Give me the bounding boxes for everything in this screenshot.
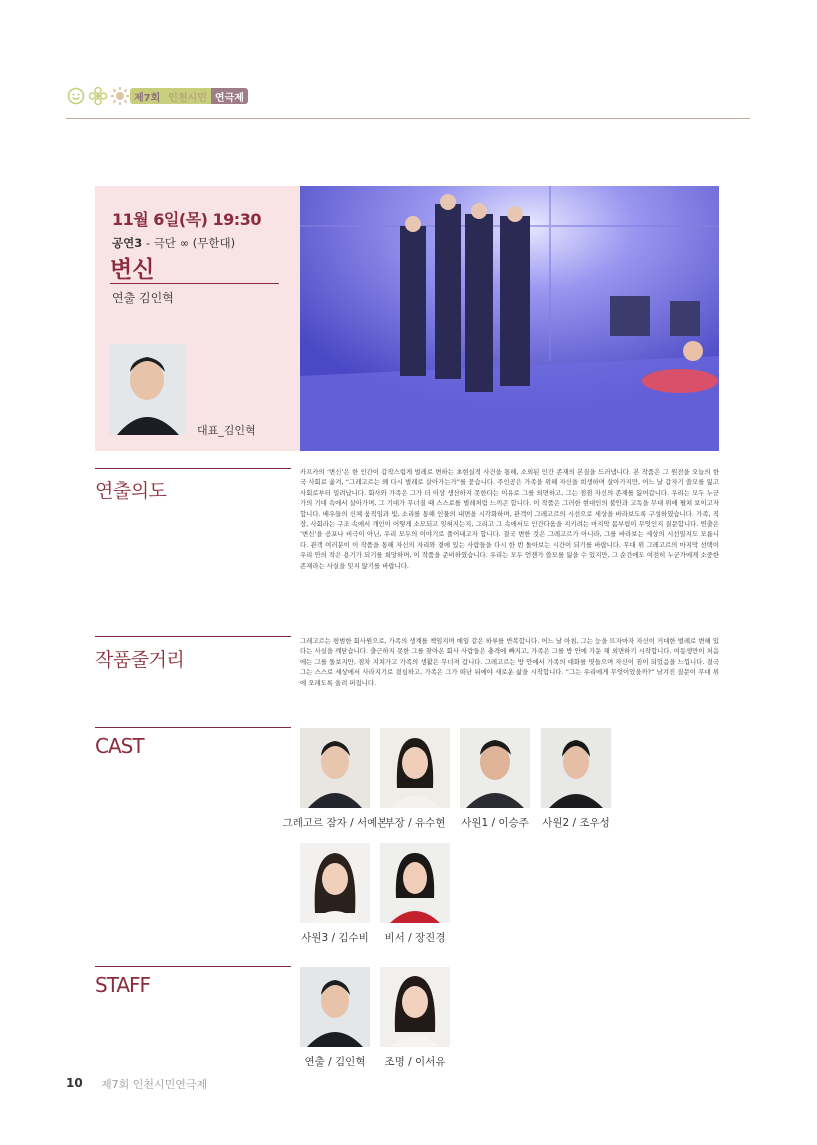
cast-photo [380,728,450,808]
staff-title: STAFF [95,973,151,997]
cast-title: CAST [95,734,144,758]
cast-role: 사원2 / 조우성 [542,817,610,829]
staff-role: 연출 / 김인혁 [304,1056,366,1068]
smiley-icon [66,86,86,106]
synopsis-title: 작품줄거리 [95,649,185,671]
cast-role: 비서 / 장진경 [384,932,446,944]
cast-photo [300,728,370,808]
festival-label-part1: 제7회 [130,88,164,104]
cast-photo [380,843,450,923]
festival-label-part3: 연극제 [211,88,248,104]
staff-member [380,967,450,1069]
sun-icon [110,86,130,106]
title-underline [110,283,279,284]
cast-photo [300,843,370,923]
intent-text: 카프카의 ‘변신’은 한 인간이 갑작스럽게 벌레로 변하는 초현실적 사건을 통해, 소외된 인간 존재의 본질을 드러냅니다. 본 작품은 그 원전을 오늘의 한국 사회로 옮겨, “그레고르는 왜 다시 벌레로 살아가는가”를 묻습니다. 주인공은 가족을 위해 자신을 희생하며 살아가지만, 어느 날 갑자기 쓸모를 잃고 사회로부터 밀려납니다. 회사와 가족은 그가 더 이상 생산하지 못한다는 이유로 그를 외면하고, 그는 점점 자신의 존재를 잃어갑니다. 우리는 모두 누군가의 기대 속에서 살아가며, 그 기대가 무너질 때 스스로를 벌레처럼 느끼곤 합니다. 이 작품은 그러한 현대인의 불안과 고독을 무대 위에 펼쳐 보이고자 합니다. 배우들의 신체 움직임과 빛, 소리를 통해 인물의 내면을 시각화하며, 관객이 그레고르의 시선으로 세상을 바라보도록 구성하였습니다. 가족, 직장, 사회라는 구조 속에서 개인이 어떻게 소모되고 잊혀지는지, 그리고 그 속에서도 인간다움을 지키려는 마지막 몸부림이 무엇인지 질문합니다. 연출은 ‘변신’을 공포나 비극이 아닌, 우리 모두의 이야기로 풀어내고자 합니다. 결국 변한 것은 그레고르가 아니라, 그를 바라보는 세상의 시선일지도 모릅니다. 관객 여러분이 이 작품을 통해 자신의 자리와 곁에 있는 사람들을 다시 한 번 돌아보는 시간이 되기를 바랍니다. 무대 위 그레고르의 마지막 선택이 우리 안의 작은 용기가 되기를 희망하며, 이 작품을 준비하였습니다. 우리는 모두 언젠가 쓸모를 잃을 수 있지만, 그 순간에도 여전히 누군가에게 소중한 존재라는 사실을 잊지 않기를 바랍니다. [300,468,719,570]
staff-photo [300,967,370,1047]
staff-divider [95,966,291,967]
footer-title: 제7회 인천시민연극제 [101,1078,208,1091]
cast-role: 사원3 / 김수비 [301,932,369,944]
festival-label [130,88,248,104]
page-number: 10 [66,1076,83,1090]
cast-role: 부장 / 유수현 [384,817,446,829]
synopsis-divider [95,636,291,637]
cast-divider [95,727,291,728]
intent-title: 연출의도 [95,480,167,502]
cast-role: 사원1 / 이승주 [461,817,529,829]
intent-divider [95,468,291,469]
director-caption: 대표_김인혁 [197,424,256,437]
cast-member [460,728,530,830]
staff-role: 조명 / 이서유 [384,1056,446,1068]
venue-company: - 극단 ∞ (무한대) [142,236,236,250]
cast-photo [460,728,530,808]
synopsis-text: 그레고르는 평범한 회사원으로, 가족의 생계를 책임지며 매일 같은 하루를 반복합니다. 어느 날 아침, 그는 눈을 뜨자마자 자신이 거대한 벌레로 변해 있다는 사실을 깨닫습니다. 출근하지 못한 그를 찾아온 회사 사람들은 충격에 빠지고, 가족은 그를 방 안에 가둔 채 외면하기 시작합니다. 여동생만이 처음에는 그를 돌보지만, 점차 지쳐가고 가족의 생활은 무너져 갑니다. 그레고르는 방 안에서 가족의 대화를 엿들으며 자신이 짐이 되었음을 느낍니다. 결국 그는 스스로 세상에서 사라지기로 결심하고, 가족은 그가 떠난 뒤에야 새로운 삶을 시작합니다. “그는 우리에게 무엇이었을까?” 남겨진 질문이 무대 위에 오래도록 울려 퍼집니다. [300,637,719,687]
header-divider [66,118,750,119]
venue-label: 공연3 [112,236,143,250]
performance-date: 11월 6일(목) 19:30 [112,210,261,229]
cast-member [380,843,450,945]
play-title: 변신 [110,257,155,283]
header-icons [66,86,130,106]
staff-photo [380,967,450,1047]
cast-photo [541,728,611,808]
stage-photo [300,186,719,451]
festival-label-part2: 인천시민 [164,88,211,104]
flower-icon [88,86,108,106]
cast-member [541,728,611,830]
cast-role: 그레고르 잠자 / 서예본 [282,817,388,829]
performance-venue [112,235,235,251]
director-credit: 연출 김인혁 [112,291,174,305]
director-photo [109,344,186,435]
